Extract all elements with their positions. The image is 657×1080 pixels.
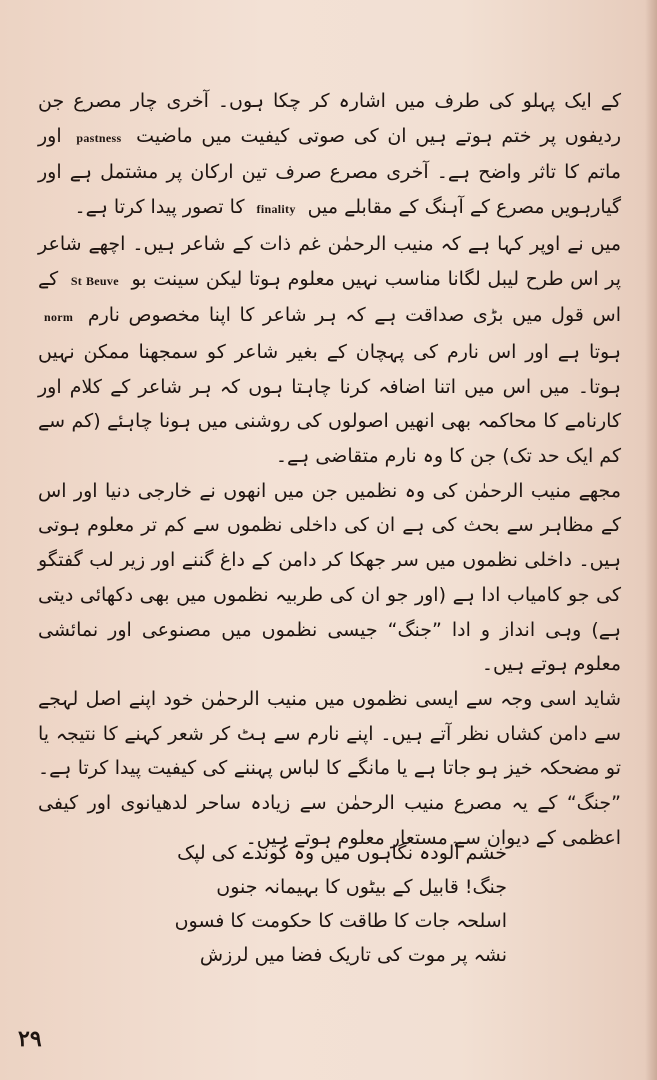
- paragraph-4: شاید اسی وجہ سے ایسی نظموں میں منیب الرحمٰن خود اپنے اصل لہجے سے دامن کشاں نظر آتے ہیں۔ اپنے نارم سے ہٹ کر شعر کہنے کا نتیجہ یا تو مضحکہ خیز ہو جاتا ہے یا مانگے کا لباس پہننے کی کیفیت پیدا کرتا ہے۔ ”جنگ“ کے یہ مصرع منیب الرحمٰن سے زیادہ ساحر لدھیانوی اور کیفی اعظمی کے دیوان سے مستعار معلوم ہوتے ہیں۔: [38, 687, 622, 849]
- verse-line-3: اسلحہ جات کا طاقت کا حکومت کا فسوں: [174, 910, 507, 932]
- term-st-beuve: St Beuve: [70, 273, 119, 288]
- paragraph-1-part-2: اور ماتم کا تاثر واضح ہے۔ آخری مصرع صرف تین ارکان پر مشتمل ہے اور گیارہویں مصرع کے آہنگ کے مقابلے میں: [38, 124, 621, 219]
- paragraph-2-part-3: ہوتا ہے اور اس نارم کی پہچان کے بغیر شاعر کو سمجھنا ممکن نہیں ہوتا۔ میں اس میں اتنا اضافہ کرنا چاہتا ہوں کہ ہر شاعر کے کلام اور کارنامے کا محاکمہ بھی انھیں اصولوں کی روشنی میں ہونا چاہئے (کم سے کم ایک حد تک) جن کا وہ نارم متقاضی ہے۔: [38, 340, 621, 468]
- term-finality: finality: [256, 202, 296, 217]
- verse-line-2: جنگ! قابیل کے بیٹوں کا بہیمانہ جنوں: [216, 876, 507, 898]
- paragraph-2: [38, 227, 621, 474]
- verse-block: [120, 836, 507, 972]
- paragraph-2-part-1: میں نے اوپر کہا ہے کہ منیب الرحمٰن غم ذات کے شاعر ہیں۔ اچھے شاعر پر اس طرح لیبل لگانا مناسب نہیں معلوم ہوتا لیکن سینت بو: [38, 232, 622, 290]
- page-spine-shadow: [645, 0, 657, 1080]
- term-pastness: pastness: [76, 130, 122, 145]
- paragraph-1: [38, 84, 621, 227]
- paragraph-3: مجھے منیب الرحمٰن کی وہ نظمیں جن میں انھوں نے خارجی دنیا اور اس کے مظاہر سے بحث کی ہے ان کی داخلی نظموں سے کم تر معلوم ہوتی ہیں۔ داخلی نظموں میں سر جھکا کر دامن کے داغ گننے اور زیر لب گفتگو کی جو کامیاب ادا ہے (اور جو ان کی طربیہ نظموں میں بھی دکھائی دیتی ہے) وہی انداز و ادا ”جنگ“ جیسی نظموں میں مصنوعی اور نمائشی معلوم ہوتے ہیں۔: [38, 479, 621, 676]
- verse-line-4: نشہ پر موت کی تاریک فضا میں لرزش: [199, 944, 507, 966]
- body-text: [38, 84, 621, 855]
- paragraph-2-part-2: کے اس قول میں بڑی صداقت ہے کہ ہر شاعر کا اپنا مخصوص نارم: [38, 267, 621, 327]
- verse-line-1: خشم آلودہ نگاہوں میں وہ کوندے کی لپک: [177, 842, 507, 864]
- paragraph-1-part-1: کے ایک پہلو کی طرف میں اشارہ کر چکا ہوں۔ آخری چار مصرع جن ردیفوں پر ختم ہوتے ہیں ان کی صوتی کیفیت میں ماضیت: [38, 90, 622, 147]
- term-norm: norm: [44, 310, 74, 325]
- page-number: ۲۹: [18, 1026, 42, 1052]
- paragraph-1-part-3: کا تصور پیدا کرتا ہے۔: [74, 196, 245, 219]
